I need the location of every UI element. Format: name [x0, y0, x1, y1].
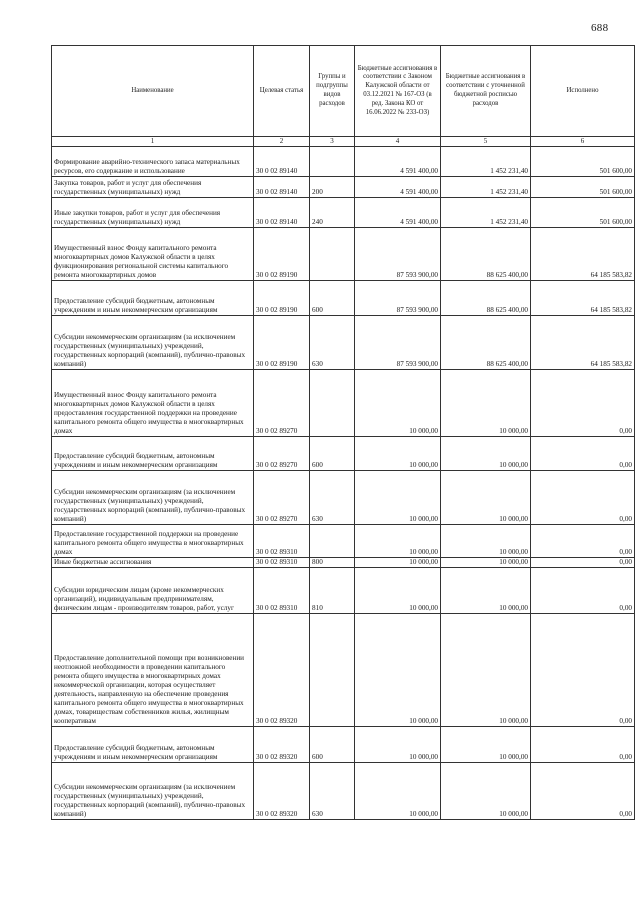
row-target-article: 30 0 02 89310 — [254, 558, 310, 568]
row-expense-group: 600 — [310, 437, 355, 471]
row-expense-group: 240 — [310, 198, 355, 228]
row-expense-group — [310, 147, 355, 177]
row-target-article: 30 0 02 89270 — [254, 370, 310, 437]
column-number: 4 — [355, 137, 441, 147]
row-name: Субсидии юридическим лицам (кроме некоммерческих организаций), индивидуальным предпринимателям, физическим лицам - производителям товаров, работ, услуг — [52, 568, 254, 614]
row-allocation-law: 10 000,00 — [355, 568, 441, 614]
header-allocations-law: Бюджетные ассигнования в соответствии с Законом Калужской области от 03.12.2021 № 167-ОЗ (в ред. Закона КО от 16.06.2022 № 233-ОЗ) — [355, 46, 441, 137]
header-row — [52, 46, 635, 137]
row-expense-group: 810 — [310, 568, 355, 614]
row-executed: 0,00 — [531, 525, 635, 558]
row-allocation-law: 10 000,00 — [355, 370, 441, 437]
row-target-article: 30 0 02 89320 — [254, 727, 310, 763]
row-name: Субсидии некоммерческим организациям (за исключением государственных (муниципальных) учреждений, государственных корпораций (компаний), публично-правовых компаний) — [52, 763, 254, 820]
row-executed: 0,00 — [531, 763, 635, 820]
row-expense-group — [310, 614, 355, 727]
row-target-article: 30 0 02 89140 — [254, 177, 310, 198]
row-allocation-law: 10 000,00 — [355, 525, 441, 558]
column-number: 1 — [52, 137, 254, 147]
row-name: Предоставление дополнительной помощи при возникновении неотложной необходимости в проведении капитального ремонта общего имущества в многоквартирных домах некоммерческой организации, которая осуществляет деятельность, направленную на обеспечение проведения капитального ремонта общего имущества в многоквартирных домах, товариществам собственников жилья, жилищным кооперативам — [52, 614, 254, 727]
row-name: Закупка товаров, работ и услуг для обеспечения государственных (муниципальных) нужд — [52, 177, 254, 198]
row-allocation-refined: 1 452 231,40 — [441, 198, 531, 228]
row-allocation-law: 10 000,00 — [355, 763, 441, 820]
row-expense-group: 630 — [310, 316, 355, 370]
row-allocation-refined: 88 625 400,00 — [441, 228, 531, 281]
row-target-article: 30 0 02 89190 — [254, 316, 310, 370]
table-row — [52, 316, 635, 370]
table-row — [52, 177, 635, 198]
table-row — [52, 437, 635, 471]
table-row — [52, 198, 635, 228]
column-number-row — [52, 137, 635, 147]
row-allocation-refined: 10 000,00 — [441, 525, 531, 558]
row-allocation-law: 10 000,00 — [355, 558, 441, 568]
row-allocation-law: 10 000,00 — [355, 727, 441, 763]
row-executed: 0,00 — [531, 370, 635, 437]
row-allocation-law: 10 000,00 — [355, 437, 441, 471]
row-expense-group: 200 — [310, 177, 355, 198]
table-row — [52, 614, 635, 727]
row-allocation-refined: 10 000,00 — [441, 763, 531, 820]
row-expense-group — [310, 525, 355, 558]
row-allocation-refined: 10 000,00 — [441, 568, 531, 614]
row-name: Предоставление субсидий бюджетным, автономным учреждениям и иным некоммерческим организациям — [52, 281, 254, 316]
column-number: 6 — [531, 137, 635, 147]
row-allocation-refined: 10 000,00 — [441, 437, 531, 471]
row-target-article: 30 0 02 89190 — [254, 228, 310, 281]
row-expense-group — [310, 228, 355, 281]
row-allocation-law: 10 000,00 — [355, 471, 441, 525]
table-row — [52, 525, 635, 558]
row-target-article: 30 0 02 89140 — [254, 198, 310, 228]
row-executed: 0,00 — [531, 568, 635, 614]
row-allocation-refined: 10 000,00 — [441, 614, 531, 727]
row-name: Иные закупки товаров, работ и услуг для обеспечения государственных (муниципальных) нужд — [52, 198, 254, 228]
row-allocation-refined: 1 452 231,40 — [441, 177, 531, 198]
row-allocation-refined: 10 000,00 — [441, 370, 531, 437]
row-allocation-refined: 88 625 400,00 — [441, 281, 531, 316]
row-target-article: 30 0 02 89140 — [254, 147, 310, 177]
table-row — [52, 281, 635, 316]
row-expense-group: 600 — [310, 727, 355, 763]
row-allocation-law: 87 593 900,00 — [355, 281, 441, 316]
row-allocation-law: 4 591 400,00 — [355, 198, 441, 228]
row-name: Субсидии некоммерческим организациям (за исключением государственных (муниципальных) учреждений, государственных корпораций (компаний), публично-правовых компаний) — [52, 316, 254, 370]
row-target-article: 30 0 02 89310 — [254, 525, 310, 558]
row-executed: 0,00 — [531, 727, 635, 763]
row-target-article: 30 0 02 89310 — [254, 568, 310, 614]
row-allocation-law: 4 591 400,00 — [355, 147, 441, 177]
row-allocation-law: 87 593 900,00 — [355, 228, 441, 281]
header-allocations-refined: Бюджетные ассигнования в соответствии с уточненной бюджетной росписью расходов — [441, 46, 531, 137]
row-allocation-refined: 88 625 400,00 — [441, 316, 531, 370]
column-number: 2 — [254, 137, 310, 147]
column-number: 3 — [310, 137, 355, 147]
page-number: 688 — [591, 22, 609, 34]
budget-table — [51, 45, 635, 820]
row-executed: 64 185 583,82 — [531, 281, 635, 316]
row-name: Предоставление субсидий бюджетным, автономным учреждениям и иным некоммерческим организациям — [52, 727, 254, 763]
row-expense-group: 800 — [310, 558, 355, 568]
header-target-article: Целевая статья — [254, 46, 310, 137]
row-name: Предоставление государственной поддержки на проведение капитального ремонта общего имущества в многоквартирных домах — [52, 525, 254, 558]
column-number: 5 — [441, 137, 531, 147]
table-row — [52, 228, 635, 281]
row-name: Имущественный взнос Фонду капитального ремонта многоквартирных домов Калужской области в целях предоставления государственной поддержки на проведение капитального ремонта общего имущества в многоквартирных домах — [52, 370, 254, 437]
row-target-article: 30 0 02 89320 — [254, 614, 310, 727]
row-allocation-refined: 1 452 231,40 — [441, 147, 531, 177]
row-expense-group: 630 — [310, 471, 355, 525]
row-name: Формирование аварийно-технического запаса материальных ресурсов, его содержание и использование — [52, 147, 254, 177]
row-target-article: 30 0 02 89270 — [254, 437, 310, 471]
row-executed: 501 600,00 — [531, 198, 635, 228]
table-row — [52, 370, 635, 437]
row-allocation-refined: 10 000,00 — [441, 558, 531, 568]
table-row — [52, 147, 635, 177]
row-expense-group — [310, 370, 355, 437]
table-row — [52, 568, 635, 614]
row-allocation-refined: 10 000,00 — [441, 471, 531, 525]
row-expense-group: 630 — [310, 763, 355, 820]
row-name: Субсидии некоммерческим организациям (за исключением государственных (муниципальных) учреждений, государственных корпораций (компаний), публично-правовых компаний) — [52, 471, 254, 525]
row-expense-group: 600 — [310, 281, 355, 316]
table-row — [52, 471, 635, 525]
row-allocation-refined: 10 000,00 — [441, 727, 531, 763]
row-name: Предоставление субсидий бюджетным, автономным учреждениям и иным некоммерческим организациям — [52, 437, 254, 471]
row-target-article: 30 0 02 89320 — [254, 763, 310, 820]
row-allocation-law: 10 000,00 — [355, 614, 441, 727]
row-target-article: 30 0 02 89270 — [254, 471, 310, 525]
header-executed: Исполнено — [531, 46, 635, 137]
header-expense-groups: Группы и подгруппы видов расходов — [310, 46, 355, 137]
row-executed: 501 600,00 — [531, 147, 635, 177]
row-executed: 501 600,00 — [531, 177, 635, 198]
row-executed: 64 185 583,82 — [531, 228, 635, 281]
row-executed: 64 185 583,82 — [531, 316, 635, 370]
row-executed: 0,00 — [531, 614, 635, 727]
row-executed: 0,00 — [531, 471, 635, 525]
row-name: Имущественный взнос Фонду капитального ремонта многоквартирных домов Калужской области в целях функционирования региональной системы капитального ремонта многоквартирных домов — [52, 228, 254, 281]
table-row — [52, 727, 635, 763]
row-allocation-law: 87 593 900,00 — [355, 316, 441, 370]
row-target-article: 30 0 02 89190 — [254, 281, 310, 316]
header-name: Наименование — [52, 46, 254, 137]
table-row — [52, 763, 635, 820]
row-executed: 0,00 — [531, 558, 635, 568]
row-name: Иные бюджетные ассигнования — [52, 558, 254, 568]
table-row — [52, 558, 635, 568]
row-allocation-law: 4 591 400,00 — [355, 177, 441, 198]
row-executed: 0,00 — [531, 437, 635, 471]
